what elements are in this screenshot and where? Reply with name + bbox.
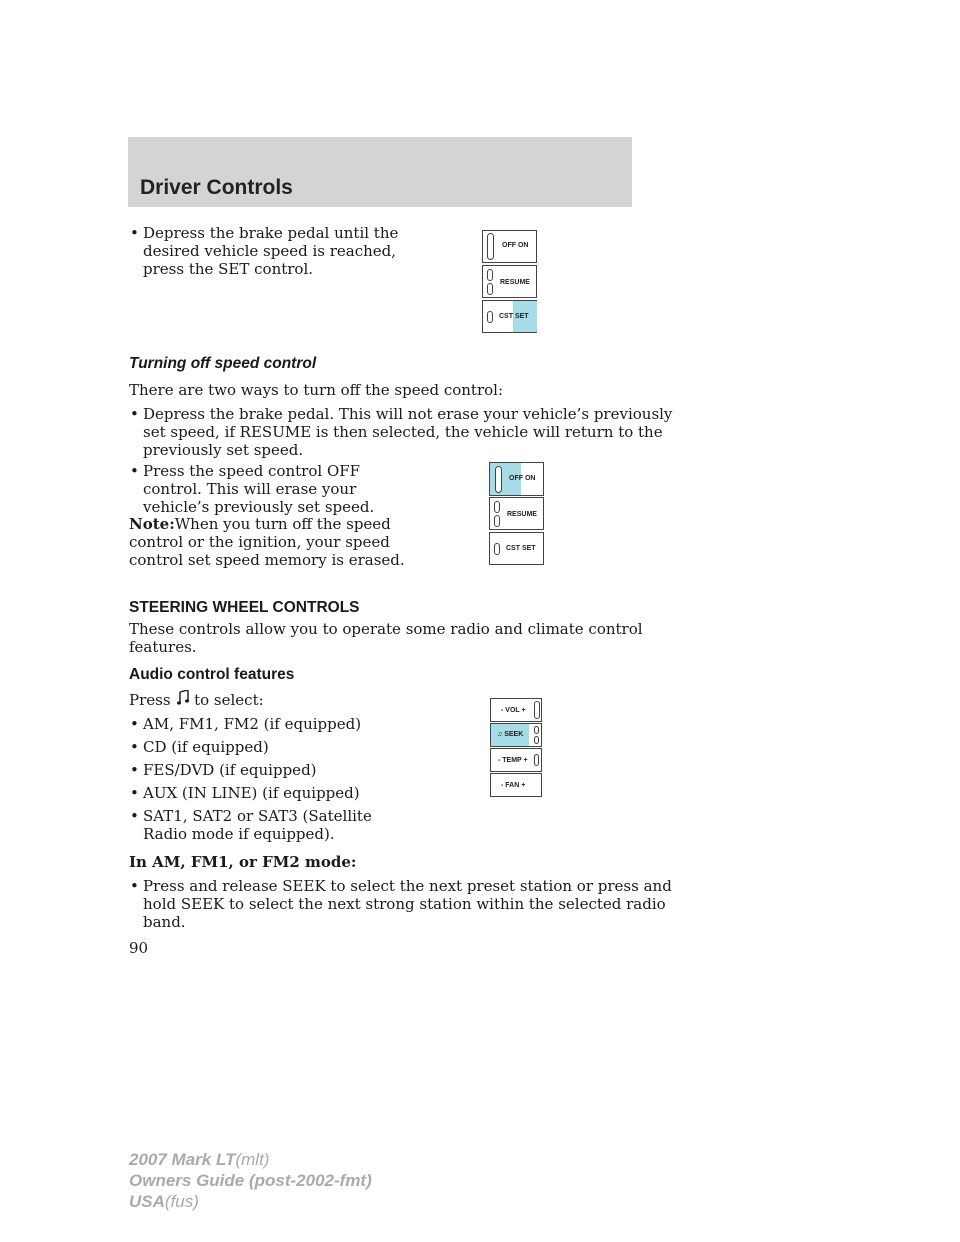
footer-region-code: (fus) [164, 1192, 199, 1211]
off-on-button [482, 230, 537, 263]
text-line: When you turn off the speed [174, 515, 391, 533]
fan-button [490, 773, 542, 797]
resume-button [482, 265, 537, 298]
page-number: 90 [129, 939, 149, 957]
switch-pill [487, 283, 493, 295]
source-item: AM, FM1, FM2 (if equipped) [143, 715, 362, 733]
switch-pill [534, 701, 540, 719]
text-line: desired vehicle speed is reached, [143, 242, 397, 260]
off-on-label: OFF ON [502, 242, 529, 249]
am-fm-heading: In AM, FM1, or FM2 mode: [129, 853, 357, 871]
resume-button [489, 497, 544, 530]
turn-off-intro: There are two ways to turn off the speed control: [129, 381, 504, 399]
switch-pill [487, 311, 493, 323]
bullet-marker: • [130, 761, 139, 779]
am-fm-bullet [143, 877, 672, 931]
switch-pill [494, 501, 500, 513]
text-line: features. [129, 638, 197, 656]
temp-label: - TEMP + [498, 757, 528, 764]
switch-pill [534, 754, 539, 766]
fan-label: - FAN + [501, 782, 526, 789]
vol-button [490, 698, 542, 722]
bullet-marker: • [130, 405, 139, 423]
to-select-text: to select: [194, 691, 264, 709]
resume-label: RESUME [507, 511, 537, 518]
bullet-marker: • [130, 877, 139, 895]
music-note-icon: ♫ [497, 731, 503, 738]
source-item: CD (if equipped) [143, 738, 269, 756]
footer-line-3 [129, 1192, 199, 1212]
steering-intro [129, 620, 643, 656]
footer-region: USA [129, 1192, 165, 1211]
switch-pill [495, 466, 502, 493]
press-line [129, 690, 264, 709]
section-title: Driver Controls [140, 176, 293, 199]
footer-model: 2007 Mark LT [129, 1150, 236, 1169]
bullet-marker: • [130, 224, 139, 242]
cst-set-label: CST SET [499, 313, 529, 320]
text-line: control set speed memory is erased. [129, 551, 405, 569]
bullet-marker: • [130, 715, 139, 733]
switch-pill [494, 515, 500, 527]
text-line: Press and release SEEK to select the next preset station or press and [143, 877, 672, 895]
resume-label: RESUME [500, 279, 530, 286]
text-line: Radio mode if equipped). [143, 825, 335, 843]
note-label: Note: [129, 515, 175, 533]
text-line: control. This will erase your [143, 480, 357, 498]
off-on-label: OFF ON [509, 475, 536, 482]
switch-pill [487, 269, 493, 281]
bullet-marker: • [130, 738, 139, 756]
bullet-marker: • [130, 462, 139, 480]
text-line: previously set speed. [143, 441, 304, 459]
text-line: These controls allow you to operate some radio and climate control [129, 620, 643, 638]
cst-set-button [482, 300, 537, 333]
text-line: Depress the brake pedal until the [143, 224, 399, 242]
switch-pill [487, 233, 494, 260]
text-line: vehicle’s previously set speed. [143, 498, 375, 516]
note-block [129, 515, 405, 569]
off-on-button [489, 462, 544, 496]
text-line: control or the ignition, your speed [129, 533, 390, 551]
turn-off-heading: Turning off speed control [129, 355, 317, 372]
seek-button [490, 723, 542, 747]
press-text: Press [129, 691, 171, 709]
turn-off-bullet-1 [143, 405, 672, 459]
steering-heading: STEERING WHEEL CONTROLS [129, 599, 360, 616]
source-item: FES/DVD (if equipped) [143, 761, 317, 779]
temp-button [490, 748, 542, 772]
text-line: hold SEEK to select the next strong station within the selected radio [143, 895, 666, 913]
source-item: AUX (IN LINE) (if equipped) [143, 784, 360, 802]
set-speed-text [143, 224, 398, 278]
source-item [143, 807, 372, 843]
footer-line-1 [129, 1150, 269, 1170]
text-line: Press the speed control OFF [143, 462, 361, 480]
footer-model-code: (mlt) [235, 1150, 270, 1169]
switch-pill [534, 736, 539, 744]
music-note-icon [177, 690, 189, 706]
switch-pill [534, 726, 539, 734]
text-line: press the SET control. [143, 260, 314, 278]
footer-line-2: Owners Guide (post-2002-fmt) [129, 1171, 372, 1190]
text-line: band. [143, 913, 186, 931]
bullet-marker: • [130, 784, 139, 802]
text-line: set speed, if RESUME is then selected, the vehicle will return to the [143, 423, 663, 441]
cst-set-button [489, 532, 544, 565]
seek-text: SEEK [504, 731, 524, 738]
turn-off-bullet-2 [143, 462, 374, 516]
text-line: Depress the brake pedal. This will not erase your vehicle’s previously [143, 405, 673, 423]
text-line: SAT1, SAT2 or SAT3 (Satellite [143, 807, 372, 825]
vol-label: - VOL + [501, 707, 526, 714]
audio-heading: Audio control features [129, 666, 295, 683]
bullet-marker: • [130, 807, 139, 825]
switch-pill [494, 543, 500, 555]
cst-set-label: CST SET [506, 545, 536, 552]
seek-label [497, 731, 523, 738]
